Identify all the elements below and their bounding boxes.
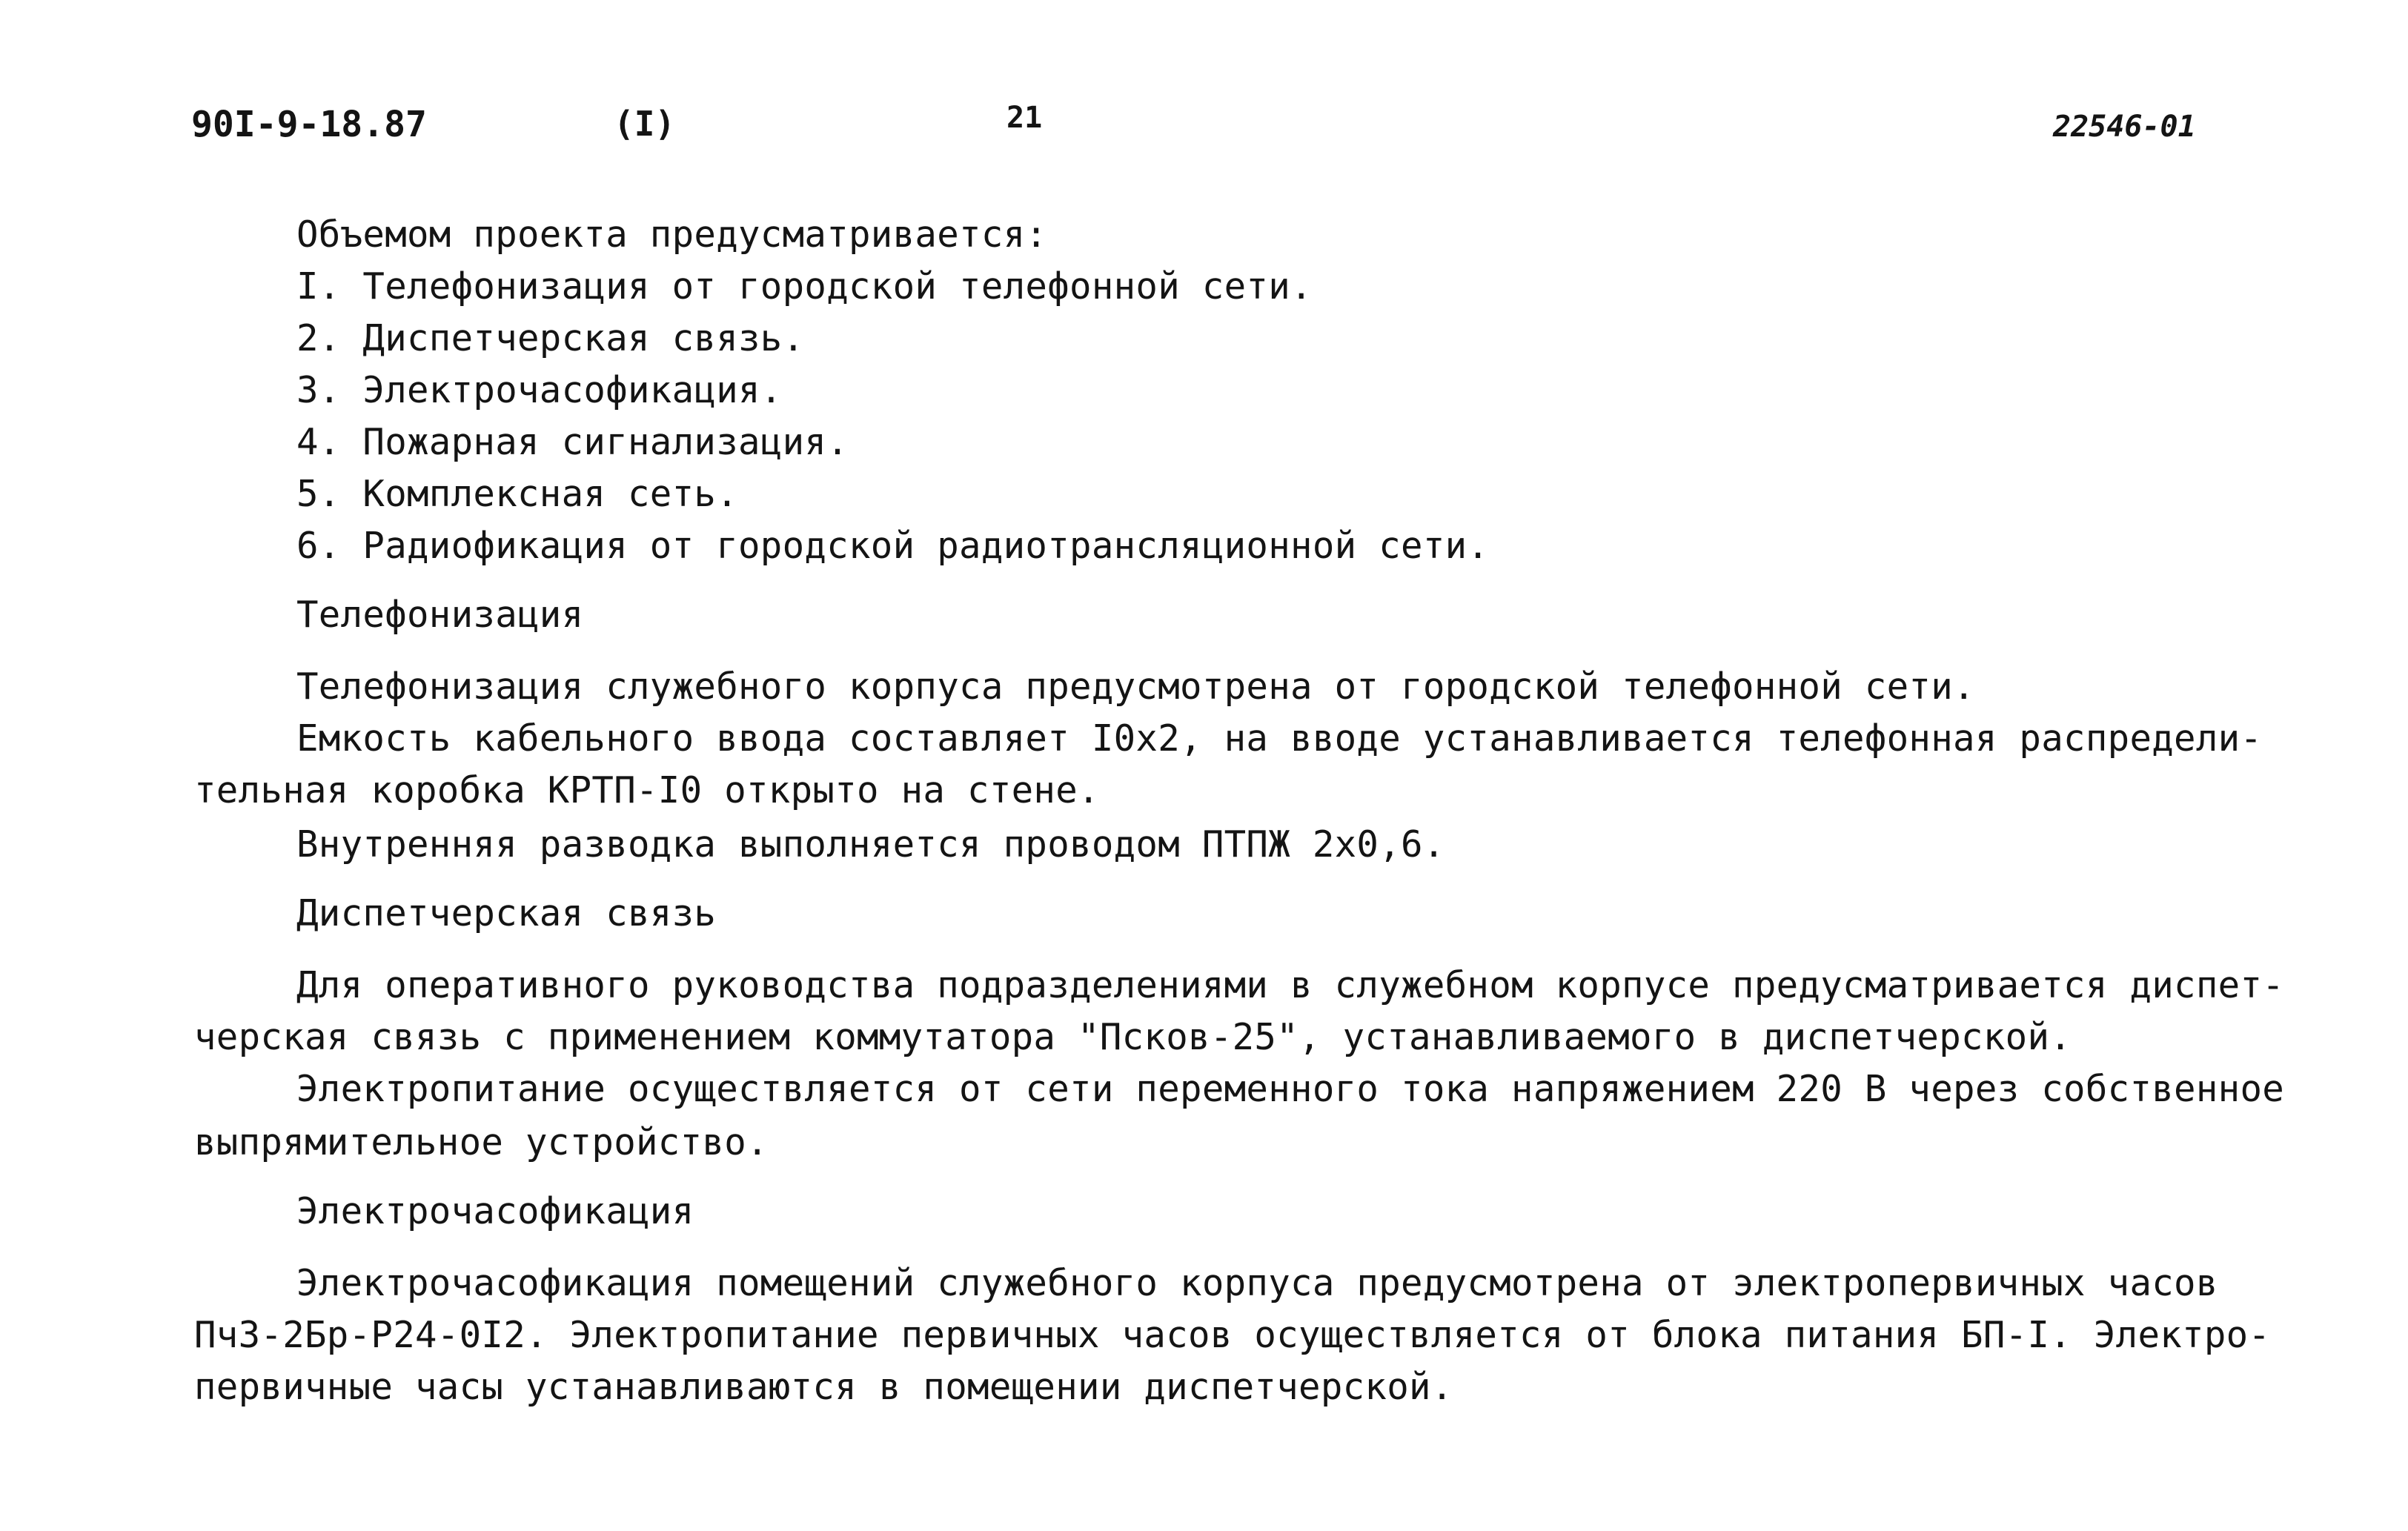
scope-item: I. Телефонизация от городской телефонной сети. — [296, 265, 1313, 308]
paragraph-line: Емкость кабельного ввода составляет I0x2, на вводе устанавливается телефонная распредели- — [296, 717, 2263, 760]
scope-item: 6. Радиофикация от городской радиотрансляционной сети. — [296, 525, 1490, 567]
section-heading-dispatch: Диспетчерская связь — [296, 892, 717, 934]
paragraph-line: тельная коробка КРТП-I0 открыто на стене. — [194, 769, 1100, 811]
paragraph-line: выпрямительное устройство. — [194, 1121, 769, 1163]
section-heading-telephony: Телефонизация — [296, 594, 584, 636]
section-heading-clocks: Электрочасофикация — [296, 1190, 694, 1232]
archive-number: 22546-01 — [2053, 110, 2196, 144]
scope-item: 2. Диспетчерская связь. — [296, 317, 805, 359]
paragraph-line: Электрочасофикация помещений служебного корпуса предусмотрена от электропервичных часов — [296, 1262, 2218, 1304]
part-number: (I) — [614, 104, 676, 144]
paragraph-line: Телефонизация служебного корпуса предусмотрена от городской телефонной сети. — [296, 665, 1975, 708]
scope-item: 3. Электрочасофикация. — [296, 369, 783, 411]
scope-item: 5. Комплексная сеть. — [296, 473, 739, 515]
document-code: 90I-9-18.87 — [191, 104, 427, 145]
paragraph-line: черская связь с применением коммутатора "Псков-25", устанавливаемого в диспетчерской. — [194, 1016, 2072, 1058]
paragraph-line: первичные часы устанавливаются в помещении диспетчерской. — [194, 1366, 1453, 1408]
paragraph-line: Электропитание осуществляется от сети переменного тока напряжением 220 В через собственное — [296, 1068, 2285, 1110]
paragraph-line: Для оперативного руководства подразделениями в служебном корпусе предусматривается диспет- — [296, 964, 2285, 1006]
scope-lead: Объемом проекта предусматривается: — [296, 213, 1048, 256]
scope-item: 4. Пожарная сигнализация. — [296, 421, 849, 463]
page-number: 21 — [1006, 101, 1043, 135]
paragraph-line: Внутренняя разводка выполняется проводом ПТПЖ 2x0,6. — [296, 823, 1445, 866]
paragraph-line: ПчЗ-2Бр-Р24-0I2. Электропитание первичных часов осуществляется от блока питания БП-I. Электро- — [194, 1314, 2271, 1356]
